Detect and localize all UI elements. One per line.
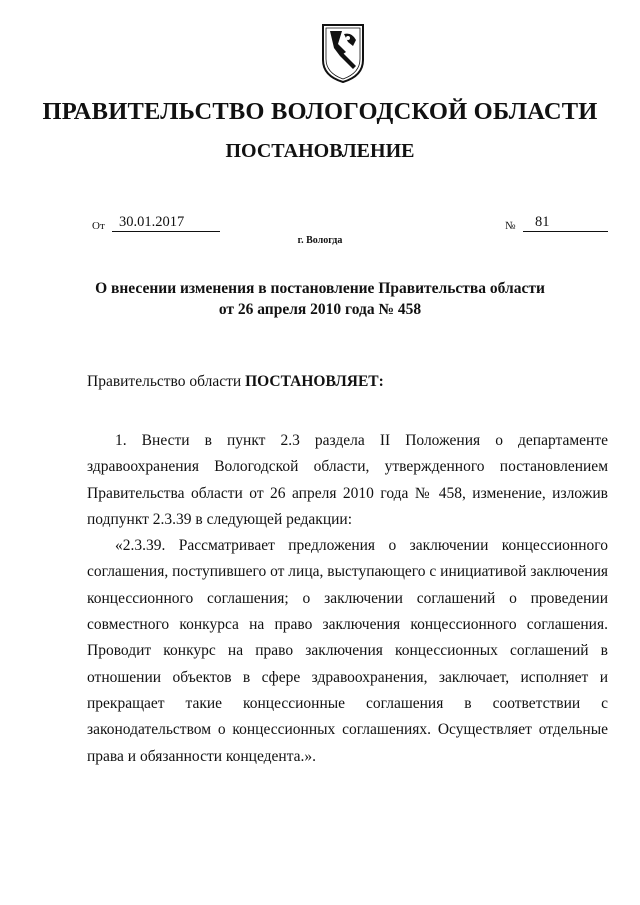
preamble xyxy=(87,373,384,391)
number-label: № xyxy=(505,220,516,232)
city: г. Вологда xyxy=(297,235,343,246)
subject-line-2: от 26 апреля 2010 года № 458 xyxy=(218,301,422,318)
document-number: 81 xyxy=(535,214,550,230)
coat-of-arms-icon xyxy=(320,22,366,84)
number-field xyxy=(523,214,608,232)
document-type: ПОСТАНОВЛЕНИЕ xyxy=(225,140,415,162)
document-subject xyxy=(60,278,580,320)
date-field xyxy=(112,214,220,232)
document-body xyxy=(87,428,608,770)
subject-line-1: О внесении изменения в постановление Правительства области xyxy=(95,280,545,297)
body-paragraph-1: 1. Внести в пункт 2.3 раздела II Положения о департаменте здравоохранения Вологодской области, утвержденного постановлением Правительства области от 26 апреля 2010 года № 458, изменение, изложив подпункт 2.3.39 в следующей редакции: xyxy=(87,432,608,528)
body-paragraph-2: «2.3.39. Рассматривает предложения о заключении концессионного соглашения, поступившего от лица, выступающего с инициативой заключения концессионного соглашения; о заключении соглашений о проведении совместного конкурса на право заключения концессионного соглашения. Проводит конкурс на право заключения концессионных соглашений в отношении объектов в сфере здравоохранения, заключает, исполняет и прекращает такие концессионные соглашения в соответствии с законодательством о концессионных соглашениях. Осуществляет отдельные права и обязанности концедента.». xyxy=(87,537,608,765)
document-date: 30.01.2017 xyxy=(119,214,185,230)
preamble-emphasis: ПОСТАНОВЛЯЕТ: xyxy=(245,373,384,390)
government-title: ПРАВИТЕЛЬСТВО ВОЛОГОДСКОЙ ОБЛАСТИ xyxy=(42,98,598,125)
date-label: От xyxy=(92,220,105,232)
preamble-text: Правительство области xyxy=(87,373,242,390)
